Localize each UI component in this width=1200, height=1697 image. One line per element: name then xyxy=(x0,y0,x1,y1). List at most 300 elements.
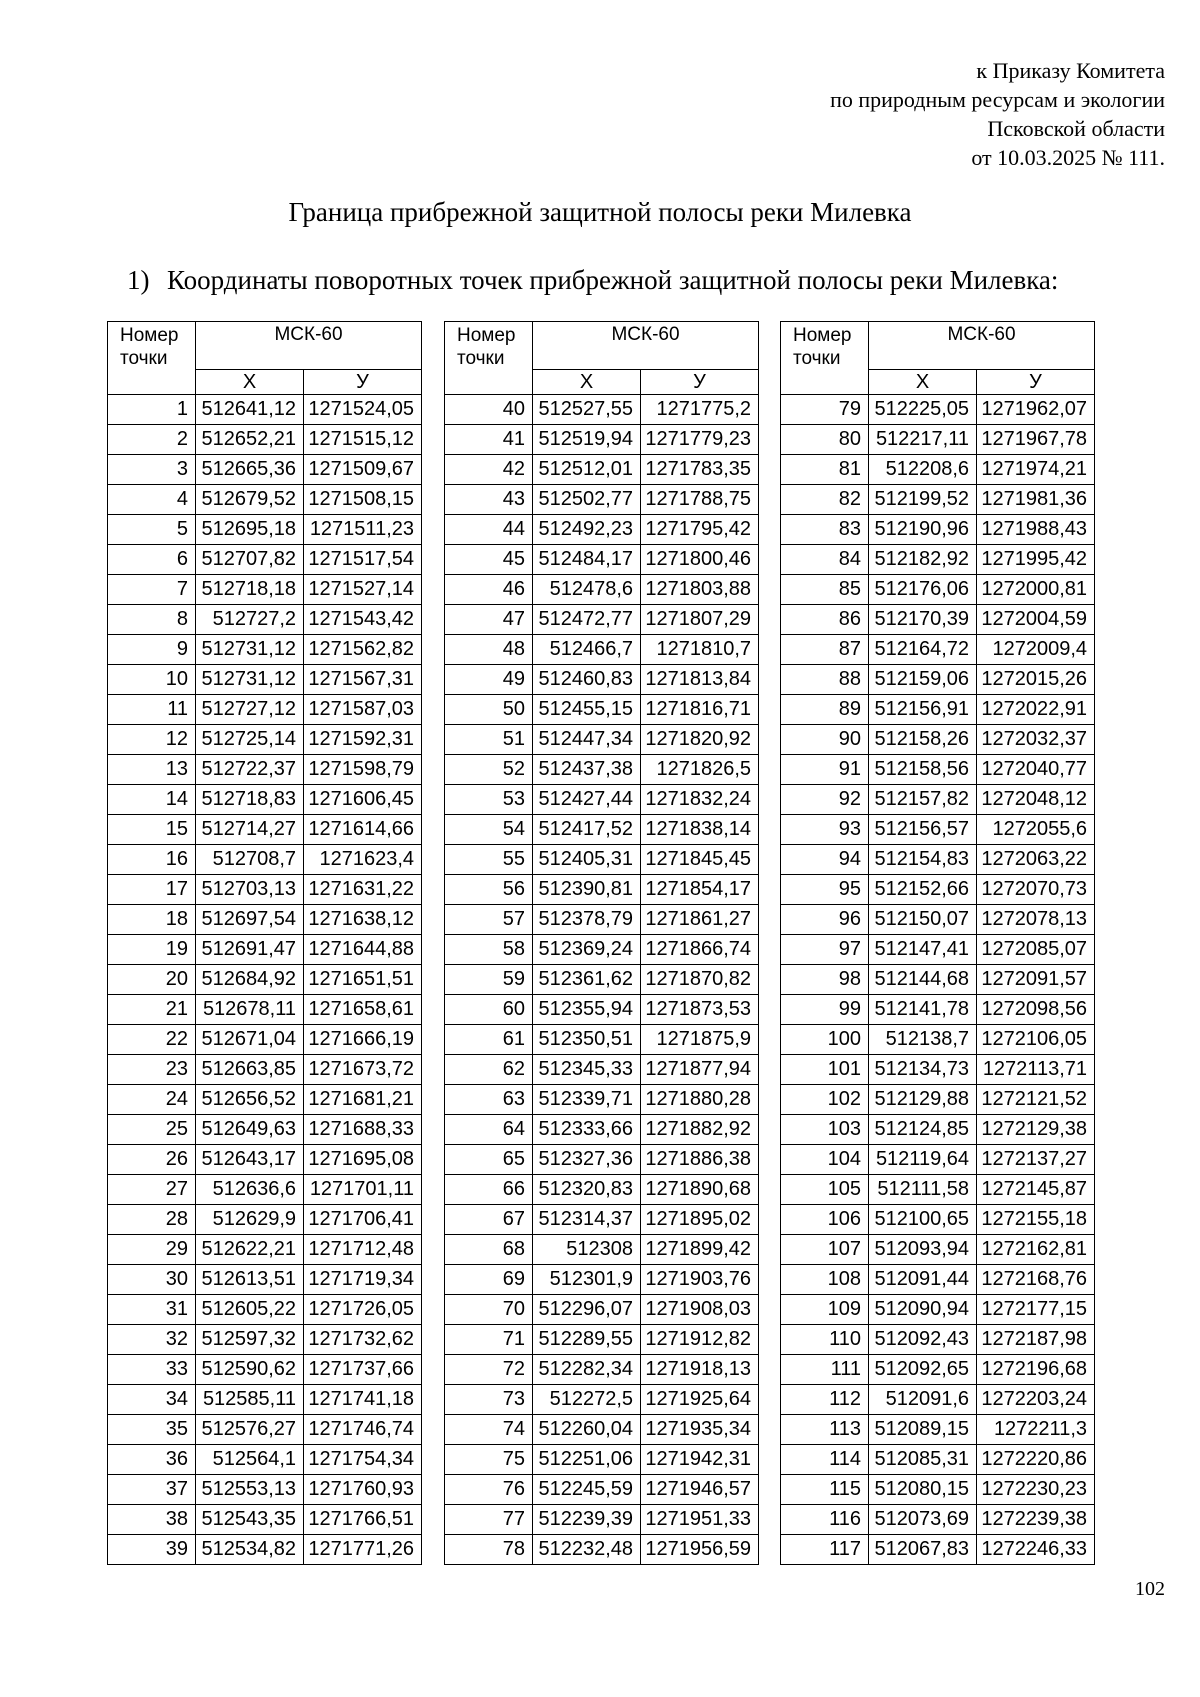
x-coordinate-cell: 512080,15 xyxy=(869,1475,977,1505)
point-number-cell: 45 xyxy=(445,545,533,575)
point-number-cell: 102 xyxy=(781,1085,869,1115)
point-number-cell: 92 xyxy=(781,785,869,815)
y-coordinate-cell: 1271766,51 xyxy=(304,1505,422,1535)
x-coordinate-cell: 512091,6 xyxy=(869,1385,977,1415)
y-coordinate-cell: 1271517,54 xyxy=(304,545,422,575)
table-row xyxy=(781,995,1095,1025)
table-row xyxy=(781,425,1095,455)
table-row xyxy=(781,935,1095,965)
y-coordinate-cell: 1271861,27 xyxy=(641,905,759,935)
table-row xyxy=(445,1265,759,1295)
point-number-cell: 7 xyxy=(108,575,196,605)
y-coordinate-cell: 1271886,38 xyxy=(641,1145,759,1175)
y-coordinate-cell: 1271803,88 xyxy=(641,575,759,605)
x-coordinate-cell: 512390,81 xyxy=(533,875,641,905)
table-row xyxy=(445,1205,759,1235)
table-row xyxy=(445,695,759,725)
x-coordinate-cell: 512093,94 xyxy=(869,1235,977,1265)
table-row xyxy=(108,995,422,1025)
table-row xyxy=(781,1445,1095,1475)
table-row xyxy=(108,1295,422,1325)
table-row xyxy=(108,965,422,995)
y-coordinate-cell: 1272022,91 xyxy=(977,695,1095,725)
y-coordinate-cell: 1271732,62 xyxy=(304,1325,422,1355)
x-coordinate-cell: 512147,41 xyxy=(869,935,977,965)
point-number-cell: 100 xyxy=(781,1025,869,1055)
y-coordinate-cell: 1271706,41 xyxy=(304,1205,422,1235)
table-row xyxy=(108,1445,422,1475)
point-number-cell: 27 xyxy=(108,1175,196,1205)
table-row xyxy=(108,1025,422,1055)
table-row xyxy=(781,545,1095,575)
x-coordinate-cell: 512665,36 xyxy=(196,455,304,485)
coordinate-system-header: МСК-60 xyxy=(533,322,759,370)
point-number-cell: 23 xyxy=(108,1055,196,1085)
order-reference-line: к Приказу Комитета xyxy=(976,58,1165,83)
table-row xyxy=(445,515,759,545)
y-coordinate-cell: 1272203,24 xyxy=(977,1385,1095,1415)
table-row xyxy=(445,875,759,905)
table-row xyxy=(108,875,422,905)
x-coordinate-cell: 512553,13 xyxy=(196,1475,304,1505)
x-coordinate-cell: 512691,47 xyxy=(196,935,304,965)
x-coordinate-cell: 512597,32 xyxy=(196,1325,304,1355)
x-coordinate-cell: 512150,07 xyxy=(869,905,977,935)
y-coordinate-cell: 1272155,18 xyxy=(977,1205,1095,1235)
x-coordinate-cell: 512152,66 xyxy=(869,875,977,905)
table-row xyxy=(108,1145,422,1175)
point-number-cell: 39 xyxy=(108,1535,196,1565)
table-row xyxy=(781,1025,1095,1055)
x-coordinate-cell: 512484,17 xyxy=(533,545,641,575)
point-number-cell: 116 xyxy=(781,1505,869,1535)
table-row xyxy=(445,1505,759,1535)
point-number-cell: 43 xyxy=(445,485,533,515)
point-number-cell: 44 xyxy=(445,515,533,545)
x-coordinate-cell: 512663,85 xyxy=(196,1055,304,1085)
point-number-cell: 13 xyxy=(108,755,196,785)
point-number-cell: 99 xyxy=(781,995,869,1025)
point-number-cell: 38 xyxy=(108,1505,196,1535)
point-number-cell: 48 xyxy=(445,635,533,665)
point-number-cell: 104 xyxy=(781,1145,869,1175)
y-coordinate-cell: 1271903,76 xyxy=(641,1265,759,1295)
table-row xyxy=(108,485,422,515)
y-coordinate-cell: 1271666,19 xyxy=(304,1025,422,1055)
table-row xyxy=(781,1145,1095,1175)
x-coordinate-cell: 512217,11 xyxy=(869,425,977,455)
x-coordinate-cell: 512073,69 xyxy=(869,1505,977,1535)
y-coordinate-cell: 1271567,31 xyxy=(304,665,422,695)
point-number-cell: 79 xyxy=(781,395,869,425)
section-heading xyxy=(127,265,1058,296)
y-coordinate-cell: 1271741,18 xyxy=(304,1385,422,1415)
y-coordinate-cell: 1272162,81 xyxy=(977,1235,1095,1265)
coordinate-system-header: МСК-60 xyxy=(869,322,1095,370)
point-number-header-line: точки xyxy=(793,348,841,369)
y-coordinate-cell: 1271688,33 xyxy=(304,1115,422,1145)
table-row xyxy=(781,905,1095,935)
point-number-cell: 68 xyxy=(445,1235,533,1265)
point-number-cell: 52 xyxy=(445,755,533,785)
table-row xyxy=(781,1175,1095,1205)
point-number-cell: 67 xyxy=(445,1205,533,1235)
table-row xyxy=(445,545,759,575)
y-coordinate-cell: 1272070,73 xyxy=(977,875,1095,905)
point-number-cell: 21 xyxy=(108,995,196,1025)
y-coordinate-cell: 1272032,37 xyxy=(977,725,1095,755)
point-number-cell: 57 xyxy=(445,905,533,935)
y-coordinate-cell: 1272063,22 xyxy=(977,845,1095,875)
point-number-cell: 3 xyxy=(108,455,196,485)
point-number-cell: 58 xyxy=(445,935,533,965)
point-number-cell: 61 xyxy=(445,1025,533,1055)
table-row xyxy=(108,935,422,965)
y-coordinate-cell: 1271509,67 xyxy=(304,455,422,485)
x-coordinate-cell: 512124,85 xyxy=(869,1115,977,1145)
point-number-cell: 14 xyxy=(108,785,196,815)
x-coordinate-cell: 512232,48 xyxy=(533,1535,641,1565)
point-number-cell: 26 xyxy=(108,1145,196,1175)
x-coordinate-cell: 512590,62 xyxy=(196,1355,304,1385)
point-number-cell: 88 xyxy=(781,665,869,695)
point-number-cell: 17 xyxy=(108,875,196,905)
table-row xyxy=(108,905,422,935)
y-coordinate-cell: 1271838,14 xyxy=(641,815,759,845)
y-coordinate-cell: 1271598,79 xyxy=(304,755,422,785)
x-coordinate-cell: 512260,04 xyxy=(533,1415,641,1445)
table-row xyxy=(445,1175,759,1205)
point-number-header-line: точки xyxy=(457,348,505,369)
y-coordinate-cell: 1271820,92 xyxy=(641,725,759,755)
x-coordinate-cell: 512289,55 xyxy=(533,1325,641,1355)
x-coordinate-cell: 512327,36 xyxy=(533,1145,641,1175)
y-coordinate-cell: 1272129,38 xyxy=(977,1115,1095,1145)
table-row xyxy=(781,1535,1095,1565)
x-coordinate-cell: 512405,31 xyxy=(533,845,641,875)
table-row xyxy=(445,575,759,605)
point-number-cell: 70 xyxy=(445,1295,533,1325)
y-coordinate-cell: 1272098,56 xyxy=(977,995,1095,1025)
point-number-cell: 105 xyxy=(781,1175,869,1205)
table-row xyxy=(781,395,1095,425)
point-number-cell: 85 xyxy=(781,575,869,605)
point-number-header-line: Номер xyxy=(793,325,852,346)
x-coordinate-cell: 512333,66 xyxy=(533,1115,641,1145)
y-coordinate-cell: 1272055,6 xyxy=(977,815,1095,845)
y-coordinate-cell: 1271701,11 xyxy=(304,1175,422,1205)
table-row xyxy=(781,1415,1095,1445)
y-coordinate-cell: 1272078,13 xyxy=(977,905,1095,935)
y-coordinate-cell: 1271880,28 xyxy=(641,1085,759,1115)
x-coordinate-cell: 512727,2 xyxy=(196,605,304,635)
y-coordinate-cell: 1271935,34 xyxy=(641,1415,759,1445)
point-number-cell: 33 xyxy=(108,1355,196,1385)
table-row xyxy=(445,905,759,935)
x-coordinate-cell: 512182,92 xyxy=(869,545,977,575)
y-coordinate-cell: 1271527,14 xyxy=(304,575,422,605)
x-coordinate-cell: 512636,6 xyxy=(196,1175,304,1205)
y-coordinate-cell: 1271775,2 xyxy=(641,395,759,425)
point-number-cell: 62 xyxy=(445,1055,533,1085)
point-number-cell: 72 xyxy=(445,1355,533,1385)
table-row xyxy=(781,575,1095,605)
point-number-cell: 95 xyxy=(781,875,869,905)
point-number-cell: 107 xyxy=(781,1235,869,1265)
x-coordinate-cell: 512707,82 xyxy=(196,545,304,575)
table-row xyxy=(108,1055,422,1085)
y-coordinate-cell: 1271681,21 xyxy=(304,1085,422,1115)
point-number-cell: 41 xyxy=(445,425,533,455)
x-coordinate-cell: 512622,21 xyxy=(196,1235,304,1265)
x-coordinate-cell: 512199,52 xyxy=(869,485,977,515)
x-coordinate-cell: 512722,37 xyxy=(196,755,304,785)
x-coordinate-cell: 512119,64 xyxy=(869,1145,977,1175)
table-row xyxy=(781,1355,1095,1385)
y-coordinate-cell: 1271712,48 xyxy=(304,1235,422,1265)
x-coordinate-cell: 512339,71 xyxy=(533,1085,641,1115)
table-row xyxy=(781,1505,1095,1535)
y-coordinate-cell: 1271877,94 xyxy=(641,1055,759,1085)
table-row xyxy=(108,1085,422,1115)
y-coordinate-cell: 1272246,33 xyxy=(977,1535,1095,1565)
point-number-cell: 93 xyxy=(781,815,869,845)
y-column-header: У xyxy=(304,370,422,395)
x-coordinate-cell: 512350,51 xyxy=(533,1025,641,1055)
x-coordinate-cell: 512378,79 xyxy=(533,905,641,935)
x-coordinate-cell: 512272,5 xyxy=(533,1385,641,1415)
section-number: 1) xyxy=(127,265,150,295)
document-title: Граница прибрежной защитной полосы реки Милевка xyxy=(288,197,912,227)
x-coordinate-cell: 512697,54 xyxy=(196,905,304,935)
point-number-cell: 50 xyxy=(445,695,533,725)
y-coordinate-cell: 1271890,68 xyxy=(641,1175,759,1205)
y-coordinate-cell: 1271606,45 xyxy=(304,785,422,815)
point-number-cell: 82 xyxy=(781,485,869,515)
x-coordinate-cell: 512679,52 xyxy=(196,485,304,515)
y-coordinate-cell: 1271592,31 xyxy=(304,725,422,755)
x-coordinate-cell: 512314,37 xyxy=(533,1205,641,1235)
x-coordinate-cell: 512519,94 xyxy=(533,425,641,455)
y-coordinate-cell: 1271912,82 xyxy=(641,1325,759,1355)
x-coordinate-cell: 512369,24 xyxy=(533,935,641,965)
table-row xyxy=(445,1475,759,1505)
point-number-cell: 101 xyxy=(781,1055,869,1085)
y-column-header: У xyxy=(977,370,1095,395)
y-coordinate-cell: 1271845,45 xyxy=(641,845,759,875)
x-coordinate-cell: 512100,65 xyxy=(869,1205,977,1235)
y-coordinate-cell: 1271810,7 xyxy=(641,635,759,665)
x-coordinate-cell: 512308 xyxy=(533,1235,641,1265)
table-row xyxy=(781,635,1095,665)
y-coordinate-cell: 1271816,71 xyxy=(641,695,759,725)
page-number: 102 xyxy=(1135,1578,1165,1600)
x-coordinate-cell: 512208,6 xyxy=(869,455,977,485)
x-coordinate-cell: 512111,58 xyxy=(869,1175,977,1205)
table-row xyxy=(781,515,1095,545)
x-column-header: Х xyxy=(196,370,304,395)
table-row xyxy=(108,455,422,485)
x-coordinate-cell: 512478,6 xyxy=(533,575,641,605)
x-coordinate-cell: 512245,59 xyxy=(533,1475,641,1505)
point-number-cell: 97 xyxy=(781,935,869,965)
x-coordinate-cell: 512447,34 xyxy=(533,725,641,755)
section-text: Координаты поворотных точек прибрежной защитной полосы реки Милевка: xyxy=(167,265,1059,295)
x-coordinate-cell: 512170,39 xyxy=(869,605,977,635)
y-coordinate-cell: 1271925,64 xyxy=(641,1385,759,1415)
point-number-cell: 59 xyxy=(445,965,533,995)
y-coordinate-cell: 1272168,76 xyxy=(977,1265,1095,1295)
point-number-cell: 98 xyxy=(781,965,869,995)
point-number-cell: 69 xyxy=(445,1265,533,1295)
x-coordinate-cell: 512090,94 xyxy=(869,1295,977,1325)
x-coordinate-cell: 512725,14 xyxy=(196,725,304,755)
point-number-cell: 66 xyxy=(445,1175,533,1205)
y-coordinate-cell: 1272009,4 xyxy=(977,635,1095,665)
table-row xyxy=(445,1415,759,1445)
point-number-cell: 30 xyxy=(108,1265,196,1295)
x-coordinate-cell: 512684,92 xyxy=(196,965,304,995)
table-row xyxy=(108,1355,422,1385)
x-coordinate-cell: 512731,12 xyxy=(196,665,304,695)
point-number-cell: 81 xyxy=(781,455,869,485)
table-row xyxy=(108,1115,422,1145)
table-row xyxy=(445,1055,759,1085)
y-coordinate-cell: 1272211,3 xyxy=(977,1415,1095,1445)
x-coordinate-cell: 512156,91 xyxy=(869,695,977,725)
point-number-cell: 111 xyxy=(781,1355,869,1385)
y-coordinate-cell: 1271873,53 xyxy=(641,995,759,1025)
table-row xyxy=(108,665,422,695)
point-number-cell: 2 xyxy=(108,425,196,455)
point-number-cell: 113 xyxy=(781,1415,869,1445)
point-number-header xyxy=(781,322,869,395)
y-coordinate-cell: 1271644,88 xyxy=(304,935,422,965)
point-number-header-line: точки xyxy=(120,348,168,369)
coordinates-table xyxy=(444,321,759,1565)
table-row xyxy=(445,935,759,965)
y-coordinate-cell: 1271524,05 xyxy=(304,395,422,425)
x-coordinate-cell: 512543,35 xyxy=(196,1505,304,1535)
table-row xyxy=(781,665,1095,695)
x-coordinate-cell: 512643,17 xyxy=(196,1145,304,1175)
x-coordinate-cell: 512731,12 xyxy=(196,635,304,665)
point-number-cell: 96 xyxy=(781,905,869,935)
x-coordinate-cell: 512190,96 xyxy=(869,515,977,545)
table-row xyxy=(445,395,759,425)
y-coordinate-cell: 1271754,34 xyxy=(304,1445,422,1475)
x-coordinate-cell: 512437,38 xyxy=(533,755,641,785)
table-row xyxy=(445,1535,759,1565)
table-row xyxy=(781,815,1095,845)
table-row xyxy=(108,695,422,725)
point-number-cell: 6 xyxy=(108,545,196,575)
x-coordinate-cell: 512239,39 xyxy=(533,1505,641,1535)
x-coordinate-cell: 512141,78 xyxy=(869,995,977,1025)
point-number-cell: 49 xyxy=(445,665,533,695)
y-coordinate-cell: 1271918,13 xyxy=(641,1355,759,1385)
y-coordinate-cell: 1272230,23 xyxy=(977,1475,1095,1505)
x-coordinate-cell: 512649,63 xyxy=(196,1115,304,1145)
table-row xyxy=(108,1325,422,1355)
point-number-cell: 5 xyxy=(108,515,196,545)
coordinate-system-header: МСК-60 xyxy=(196,322,422,370)
x-coordinate-cell: 512564,1 xyxy=(196,1445,304,1475)
point-number-cell: 65 xyxy=(445,1145,533,1175)
x-coordinate-cell: 512512,01 xyxy=(533,455,641,485)
point-number-cell: 46 xyxy=(445,575,533,605)
x-coordinate-cell: 512085,31 xyxy=(869,1445,977,1475)
x-coordinate-cell: 512427,44 xyxy=(533,785,641,815)
table-row xyxy=(445,815,759,845)
point-number-cell: 114 xyxy=(781,1445,869,1475)
table-row xyxy=(781,485,1095,515)
point-number-cell: 60 xyxy=(445,995,533,1025)
x-coordinate-cell: 512154,83 xyxy=(869,845,977,875)
point-number-cell: 29 xyxy=(108,1235,196,1265)
point-number-cell: 54 xyxy=(445,815,533,845)
coordinates-table xyxy=(107,321,422,1565)
point-number-cell: 74 xyxy=(445,1415,533,1445)
point-number-cell: 63 xyxy=(445,1085,533,1115)
y-coordinate-cell: 1272137,27 xyxy=(977,1145,1095,1175)
point-number-cell: 35 xyxy=(108,1415,196,1445)
table-row xyxy=(108,395,422,425)
table-row xyxy=(781,1205,1095,1235)
order-reference-line: Псковской области xyxy=(987,116,1165,141)
y-coordinate-cell: 1271956,59 xyxy=(641,1535,759,1565)
table-row xyxy=(445,1145,759,1175)
x-coordinate-cell: 512527,55 xyxy=(533,395,641,425)
table-row xyxy=(108,1175,422,1205)
table-row xyxy=(445,1085,759,1115)
y-coordinate-cell: 1272106,05 xyxy=(977,1025,1095,1055)
point-number-cell: 89 xyxy=(781,695,869,725)
point-number-cell: 78 xyxy=(445,1535,533,1565)
table-row xyxy=(108,605,422,635)
y-coordinate-cell: 1272177,15 xyxy=(977,1295,1095,1325)
table-row xyxy=(781,1055,1095,1085)
y-coordinate-cell: 1272048,12 xyxy=(977,785,1095,815)
x-coordinate-cell: 512158,56 xyxy=(869,755,977,785)
x-coordinate-cell: 512361,62 xyxy=(533,965,641,995)
point-number-cell: 94 xyxy=(781,845,869,875)
table-row xyxy=(108,755,422,785)
y-coordinate-cell: 1272196,68 xyxy=(977,1355,1095,1385)
x-coordinate-cell: 512282,34 xyxy=(533,1355,641,1385)
point-number-cell: 47 xyxy=(445,605,533,635)
table-row xyxy=(781,875,1095,905)
table-row xyxy=(781,755,1095,785)
point-number-cell: 37 xyxy=(108,1475,196,1505)
x-coordinate-cell: 512652,21 xyxy=(196,425,304,455)
y-coordinate-cell: 1271631,22 xyxy=(304,875,422,905)
point-number-cell: 28 xyxy=(108,1205,196,1235)
point-number-cell: 8 xyxy=(108,605,196,635)
y-coordinate-cell: 1271746,74 xyxy=(304,1415,422,1445)
y-coordinate-cell: 1271854,17 xyxy=(641,875,759,905)
order-reference xyxy=(830,56,1165,172)
coordinates-table xyxy=(780,321,1095,1565)
x-coordinate-cell: 512718,83 xyxy=(196,785,304,815)
point-number-cell: 36 xyxy=(108,1445,196,1475)
point-number-cell: 83 xyxy=(781,515,869,545)
x-coordinate-cell: 512727,12 xyxy=(196,695,304,725)
point-number-cell: 115 xyxy=(781,1475,869,1505)
y-coordinate-cell: 1271995,42 xyxy=(977,545,1095,575)
point-number-cell: 16 xyxy=(108,845,196,875)
y-coordinate-cell: 1272085,07 xyxy=(977,935,1095,965)
